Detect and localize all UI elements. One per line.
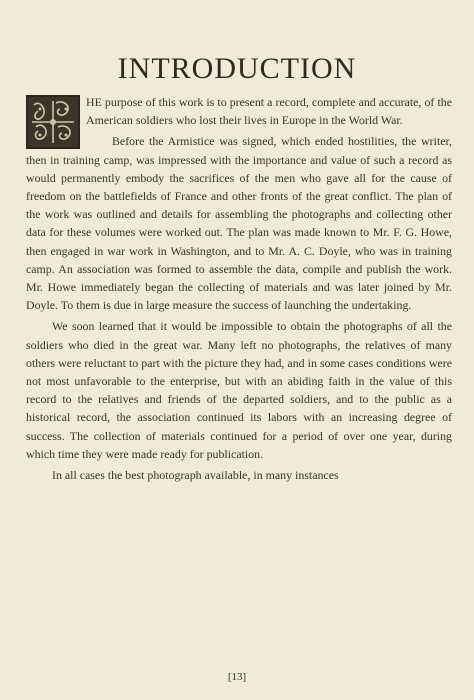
paragraph-3: We soon learned that it would be impossible to obtain the photographs of all the soldiers who died in the great war. Many left no photographs, the relatives of many others were reluctant to part with the picture they had, and in some cases conditions were not most unfavorable to the enterprise, but with an abiding faith in the value of this record to the relatives and friends of the departed soldiers, and to the public as a historical record, the association continued its labors with an increasing degree of success. The collection of materials continued for a period of over one year, during which time they were made ready for publication. [26, 319, 452, 461]
paragraph-1 [26, 93, 452, 129]
paragraph-2: Before the Armistice was signed, which ended hostilities, the writer, then in training camp, was impressed with the importance and value of such a record as would permanently embody the sacrifices of the men who gave all for the cause of freedom on the battlefields of France and other fronts of the great conflict. The plan of the work was outlined and details for assembling the photographs and collecting other data for these volumes were worked out. The plan was made known to Mr. F. G. Howe, then engaged in war work in Washington, and to Mr. A. C. Doyle, who was in training camp. An association was formed to assemble the data, compile and publish the work. Mr. Howe immediately began the collecting of materials and was later joined by Mr. Doyle. To them is due in large measure the success of launching the undertaking. [26, 134, 452, 313]
paragraph-1-text: HE purpose of this work is to present a record, complete and accurate, of the American soldiers who lost their lives in Europe in the World War. [86, 95, 452, 128]
drop-cap-ornament [26, 95, 80, 149]
paragraph-4: In all cases the best photograph available, in many instances [52, 468, 339, 483]
body-text [26, 93, 452, 487]
page-number: [13] [227, 671, 247, 683]
page-title: INTRODUCTION [117, 52, 357, 85]
